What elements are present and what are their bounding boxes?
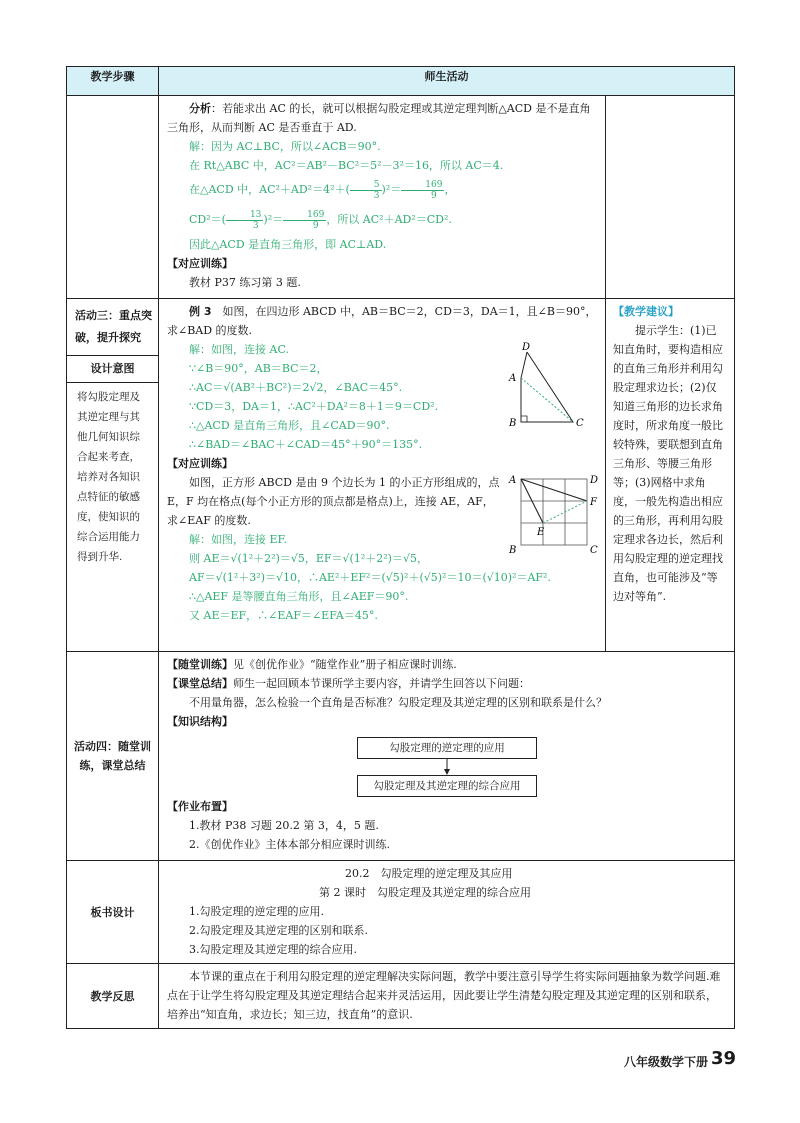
train-text-1: 教材 P37 练习第 3 题. — [189, 276, 301, 289]
row-example-body — [159, 299, 606, 652]
train-tag-2: 【对应训练】 — [167, 457, 233, 470]
board-line-5: 3.勾股定理及其逆定理的综合应用. — [189, 943, 357, 956]
train-sol-5: 又 AE＝EF，∴∠EAF＝∠EFA＝45°. — [189, 609, 378, 622]
row-summary — [67, 652, 735, 861]
train-sol-4: ∴△AEF 是等腰直角三角形，且∠AEF＝90°. — [189, 590, 409, 603]
solution-line-3: 在△ACD 中，AC²＋AD²＝4²＋( $\frac{5}{3}$ )²＝ $\frac{169}{9}$ ， — [189, 179, 456, 201]
fig2-label-c: C — [590, 545, 598, 556]
board-line-4: 2.勾股定理及其逆定理的区别和联系. — [189, 924, 368, 937]
example-sol-1: 解：如图，连接 AC. — [189, 343, 289, 356]
board-content — [159, 861, 735, 964]
row-board — [67, 861, 735, 964]
advice-text: 提示学生：(1)已知直角时，要构造相应的直角三角形并利用勾股定理求边长；(2)仅知道三角形的边长求角度时，所求角度一般比较特殊，要联想到直角三角形、等腰三角形等；(3)网格中求角度，一般先构造出相应的三角形，再利用勾股定理求各边长，然后利用勾股定理的逆定理找直角，也可能涉及“等边对等角”. — [613, 324, 723, 603]
fig2-label-f: F — [590, 497, 597, 508]
activity3-title: 活动三：重点突破，提升探究 — [75, 309, 152, 344]
solution-line-1: 解：因为 AC⊥BC，所以∠ACB＝90°. — [189, 140, 381, 153]
structure-tag: 【知识结构】 — [167, 715, 233, 728]
knowledge-structure — [167, 731, 726, 797]
fig1-label-a: A — [509, 373, 517, 384]
example-tag: 例 3 — [189, 305, 212, 318]
solution-line-5: 因此△ACD 是直角三角形，即 AC⊥AD. — [189, 238, 387, 251]
structure-box-2: 勾股定理及其逆定理的综合应用 — [357, 775, 537, 797]
row-reflection — [67, 964, 735, 1029]
page-number: 39 — [710, 1048, 736, 1069]
book-title: 八年级数学下册 — [623, 1055, 708, 1069]
fig2-label-a: A — [509, 475, 517, 486]
summary-question: 不用量角器，怎么检验一个直角是否标准？勾股定理及其逆定理的区别和联系是什么？ — [189, 696, 607, 709]
reflection-text — [159, 964, 735, 1029]
homework-2: 2.《创优作业》主体本部分相应课时训练. — [189, 838, 390, 851]
example-statement: 例 3 如图，在四边形 ABCD 中，AB＝BC＝2，CD＝3，DA＝1，且∠B＝90°，求∠BAD 的度数. — [167, 305, 597, 337]
teaching-advice — [606, 299, 735, 652]
solution-line-4: CD²＝( $\frac{13}{3}$ )²＝ $\frac{169}{9}$ ，所以 AC²＋AD²＝CD². — [189, 209, 452, 231]
reflection-paragraph: 本节课的重点在于利用勾股定理的逆定理解决实际问题，教学中要注意引导学生将实际问题抽象为数学问题.难点在于让学生将勾股定理及其逆定理结合起来并灵活运用，因此要让学生清楚勾股定理及其逆定理的区别和联系，培养出“知直角，求边长；知三边，找直角”的意识. — [167, 970, 721, 1021]
train-sol-1: 解：如图，连接 EF. — [189, 533, 287, 546]
practice-line: 【随堂训练】见《创优作业》“随堂作业”册子相应课时训练. — [167, 658, 457, 671]
row-analysis-left — [67, 96, 159, 299]
row-example-left — [67, 299, 159, 652]
activity4-title: 活动四：随堂训练，课堂总结 — [67, 652, 159, 861]
analysis-text: ：若能求出 AC 的长，就可以根据勾股定理或其逆定理判断△ACD 是不是直角三角形，从而判断 AC 是否垂直于 AD. — [167, 102, 591, 134]
example-sol-3: ∴AC＝√(AB²＋BC²)＝2√2，∠BAC＝45°. — [189, 381, 403, 394]
fig1-label-b: B — [509, 418, 517, 429]
arrow-down-icon — [443, 759, 451, 775]
homework-tag: 【作业布置】 — [167, 800, 233, 813]
page — [66, 66, 734, 1030]
table-header — [67, 67, 735, 96]
analysis-tag: 分析 — [189, 102, 211, 115]
row-analysis — [67, 96, 735, 299]
header-step: 教学步骤 — [67, 67, 159, 96]
board-line-3: 1.勾股定理的逆定理的应用. — [189, 905, 324, 918]
lesson-table — [66, 66, 735, 1029]
reflection-label: 教学反思 — [67, 964, 159, 1029]
fig1-label-d: D — [522, 342, 531, 353]
header-activity: 师生活动 — [159, 67, 735, 96]
board-line-1: 20.2 勾股定理的逆定理及其应用 — [345, 867, 513, 880]
row-example — [67, 299, 735, 652]
grid-figure — [507, 473, 597, 557]
design-label: 设计意图 — [67, 355, 158, 383]
row-summary-body — [159, 652, 735, 861]
fig2-label-d: D — [590, 475, 599, 486]
train-tag-1: 【对应训练】 — [167, 257, 233, 270]
board-line-2: 第 2 课时 勾股定理及其逆定理的综合应用 — [319, 886, 531, 899]
train-sol-2: 则 AE＝√(1²＋2²)＝√5，EF＝√(1²＋2²)＝√5， — [189, 552, 428, 565]
row-analysis-body — [159, 96, 606, 299]
diagonal-ac — [521, 378, 573, 422]
quadrilateral-figure — [505, 340, 597, 430]
board-label: 板书设计 — [67, 861, 159, 964]
example-sol-6: ∴∠BAD＝∠BAC＋∠CAD＝45°＋90°＝135°. — [189, 438, 423, 451]
example-sol-5: ∴△ACD 是直角三角形，且∠CAD＝90°. — [189, 419, 390, 432]
train-text-2: 如图，正方形 ABCD 是由 9 个边长为 1 的小正方形组成的，点 E，F 均在格点(每个小正方形的顶点都是格点)上，连接 AE，AF，求∠EAF 的度数. — [167, 476, 500, 527]
summary-line: 【课堂总结】师生一起回顾本节课所学主要内容，并请学生回答以下问题： — [167, 677, 530, 690]
advice-title: 【教学建议】 — [613, 305, 679, 318]
analysis-paragraph — [167, 99, 597, 137]
fig1-label-c: C — [576, 418, 584, 429]
fig2-label-e: E — [537, 527, 545, 538]
example-sol-4: ∵CD＝3，DA＝1，∴AC²＋DA²＝8＋1＝9＝CD². — [189, 400, 439, 413]
row-analysis-right — [606, 96, 735, 299]
train-sol-3: AF＝√(1²＋3²)＝√10，∴AE²＋EF²＝(√5)²＋(√5)²＝10＝(√10)²＝AF². — [189, 571, 551, 584]
fig2-label-b: B — [509, 545, 517, 556]
homework-1: 1.教材 P38 习题 20.2 第 3，4，5 题. — [189, 819, 379, 832]
page-footer — [560, 1048, 760, 1072]
design-text: 将勾股定理及其逆定理与其他几何知识综合起来考查，培养对各知识点特征的敏感度，使知识的综合运用能力得到升华. — [77, 391, 140, 563]
solution-line-2: 在 Rt△ABC 中，AC²＝AB²－BC²＝5²－3²＝16，所以 AC＝4. — [189, 159, 504, 172]
example-sol-2: ∵∠B＝90°，AB＝BC＝2， — [189, 362, 328, 375]
structure-box-1: 勾股定理的逆定理的应用 — [357, 737, 537, 759]
